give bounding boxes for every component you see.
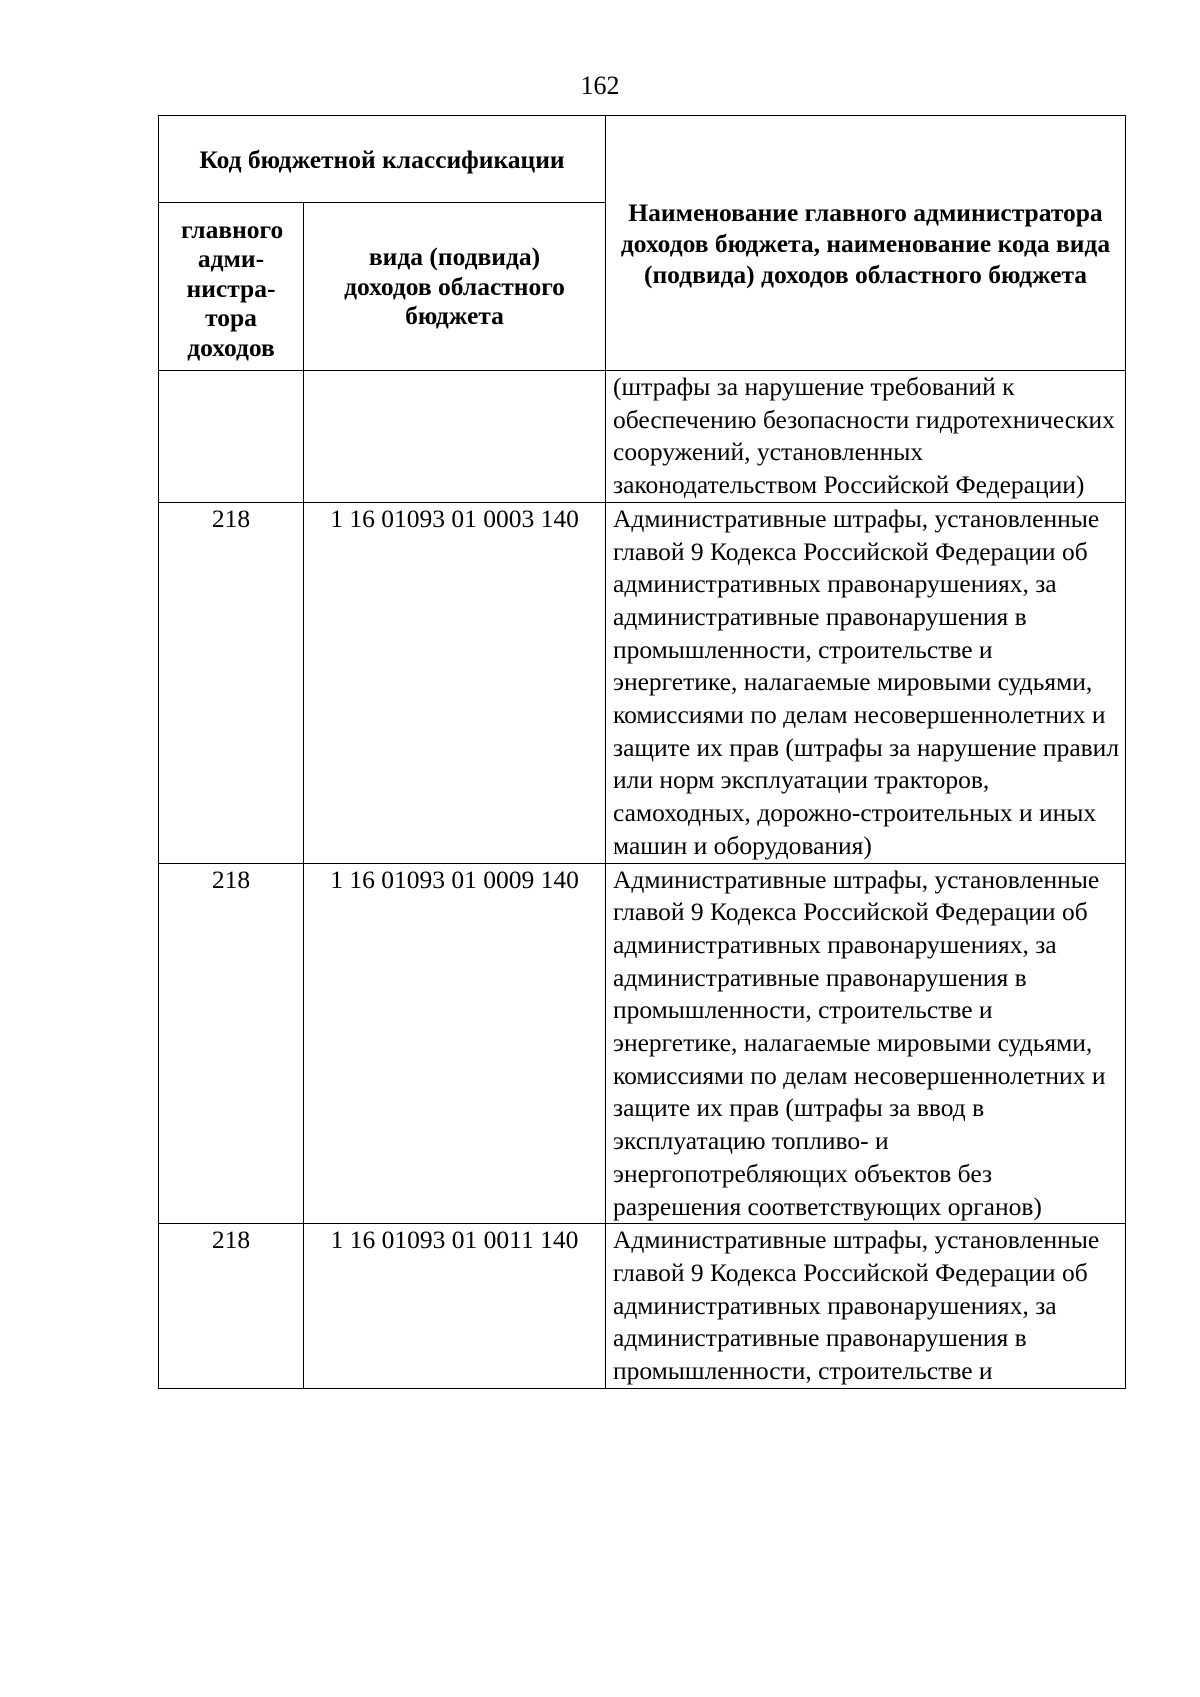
cell-admin-code xyxy=(159,371,304,503)
header-budget-classification-code: Код бюджетной классификации xyxy=(159,116,606,203)
header-main-administrator xyxy=(159,203,304,371)
cell-income-name: (штрафы за нарушение требований к обеспечению безопасности гидротехнических сооружений, установленных законодательством Российской Федерации) xyxy=(606,371,1126,503)
cell-admin-code: 218 xyxy=(159,863,304,1224)
table-row xyxy=(159,863,1126,1224)
table-row xyxy=(159,371,1126,503)
cell-admin-code: 218 xyxy=(159,1224,304,1389)
budget-classification-table xyxy=(158,115,1126,1389)
cell-income-name: Административные штрафы, установленные главой 9 Кодекса Российской Федерации об административных правонарушениях, за административные правонарушения в промышленности, строительстве и xyxy=(606,1224,1126,1389)
header-administrator-name: Наименование главного администратора доходов бюджета, наименование кода вида (подвида) доходов областного бюджета xyxy=(606,116,1126,371)
cell-income-name: Административные штрафы, установленные главой 9 Кодекса Российской Федерации об административных правонарушениях, за административные правонарушения в промышленности, строительстве и энергетике, налагаемые мировыми судьями, комиссиями по делам несовершеннолетних и защите их прав (штрафы за ввод в эксплуатацию топливо- и энергопотребляющих объектов без разрешения соответствующих органов) xyxy=(606,863,1126,1224)
cell-income-name: Административные штрафы, установленные главой 9 Кодекса Российской Федерации об административных правонарушениях, за административные правонарушения в промышленности, строительстве и энергетике, налагаемые мировыми судьями, комиссиями по делам несовершеннолетних и защите их прав (штрафы за нарушение правил или норм эксплуатации тракторов, самоходных, дорожно-строительных и иных машин и оборудования) xyxy=(606,502,1126,863)
table-row xyxy=(159,1224,1126,1389)
cell-income-code: 1 16 01093 01 0009 140 xyxy=(304,863,606,1224)
cell-income-code: 1 16 01093 01 0011 140 xyxy=(304,1224,606,1389)
page-number: 162 xyxy=(580,71,620,100)
header-income-type: вида (подвида) доходов областного бюджета xyxy=(304,203,606,371)
table-row xyxy=(159,502,1126,863)
cell-income-code xyxy=(304,371,606,503)
cell-income-code: 1 16 01093 01 0003 140 xyxy=(304,502,606,863)
cell-admin-code: 218 xyxy=(159,502,304,863)
header-main-administrator-label: главного адми-нистра-тора доходов xyxy=(181,214,284,362)
